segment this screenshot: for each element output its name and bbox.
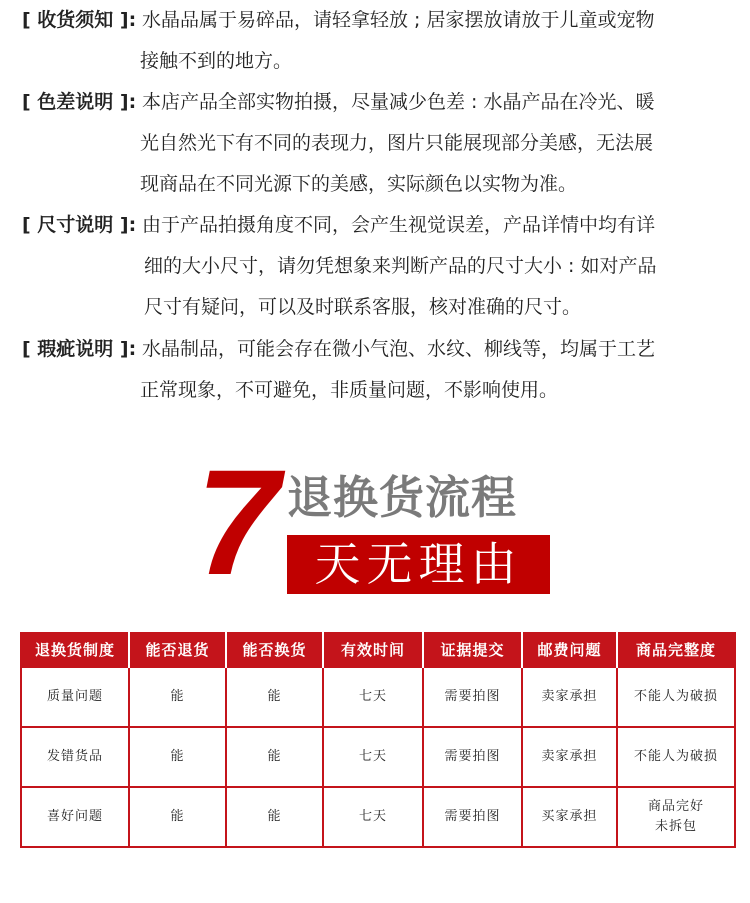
note-line: 现商品在不同光源下的美感，实际颜色以实物为准。: [140, 173, 578, 195]
table-cell: 能: [129, 727, 226, 787]
table-cell: 发错货品: [21, 727, 129, 787]
table-cell: 能: [226, 727, 323, 787]
note-line: 光自然光下有不同的表现力，图片只能展现部分美感，无法展: [140, 132, 654, 154]
table-cell: 七天: [323, 787, 423, 847]
column-header: 能否退货: [129, 632, 226, 667]
banner-number: 7: [196, 438, 280, 606]
table-cell: 卖家承担: [522, 667, 617, 727]
note-label: [ 收货须知 ]:: [22, 9, 137, 31]
table-row: [21, 727, 735, 787]
table-cell: 需要拍图: [423, 787, 522, 847]
table-cell: 买家承担: [522, 787, 617, 847]
banner-subtitle: 天无理由: [287, 535, 550, 594]
note-line: 水晶品属于易碎品，请轻拿轻放 ; 居家摆放请放于儿童或宠物: [142, 9, 655, 31]
return-policy-banner: [0, 438, 750, 606]
table-cell: 商品完好 未拆包: [617, 787, 735, 847]
return-policy-table: [20, 632, 736, 848]
column-header: 证据提交: [423, 632, 522, 667]
column-header: 商品完整度: [617, 632, 735, 667]
column-header: 退换货制度: [21, 632, 129, 667]
note-label: [ 色差说明 ]:: [22, 91, 137, 113]
table-cell: 卖家承担: [522, 727, 617, 787]
note-line: 由于产品拍摄角度不同，会产生视觉误差，产品详情中均有详: [142, 214, 656, 236]
table-cell: 不能人为破损: [617, 667, 735, 727]
table-cell: 需要拍图: [423, 727, 522, 787]
table-cell: 需要拍图: [423, 667, 522, 727]
note-label: [ 尺寸说明 ]:: [22, 214, 137, 236]
column-header: 能否换货: [226, 632, 323, 667]
table-cell: 能: [129, 787, 226, 847]
note-line: 接触不到的地方。: [140, 50, 293, 72]
table-cell: 质量问题: [21, 667, 129, 727]
table-header-row: [21, 632, 735, 667]
table-row: [21, 667, 735, 727]
table-cell: 能: [129, 667, 226, 727]
column-header: 邮费问题: [522, 632, 617, 667]
table-cell: 能: [226, 787, 323, 847]
column-header: 有效时间: [323, 632, 423, 667]
note-line: 细的大小尺寸，请勿凭想象来判断产品的尺寸大小 : 如对产品: [144, 255, 657, 277]
note-line: 本店产品全部实物拍摄，尽量减少色差 : 水晶产品在冷光、暖: [142, 91, 655, 113]
note-label: [ 瑕疵说明 ]:: [22, 338, 137, 360]
note-line: 正常现象，不可避免，非质量问题，不影响使用。: [140, 379, 559, 401]
banner-title: 退换货流程: [287, 471, 518, 524]
note-line: 尺寸有疑问，可以及时联系客服，核对准确的尺寸。: [144, 296, 582, 318]
note-line: 水晶制品，可能会存在微小气泡、水纹、柳线等，均属于工艺: [142, 338, 656, 360]
table-cell: 不能人为破损: [617, 727, 735, 787]
table-cell: 能: [226, 667, 323, 727]
table-row: [21, 787, 735, 847]
table-cell: 喜好问题: [21, 787, 129, 847]
table-cell: 七天: [323, 727, 423, 787]
table-cell: 七天: [323, 667, 423, 727]
